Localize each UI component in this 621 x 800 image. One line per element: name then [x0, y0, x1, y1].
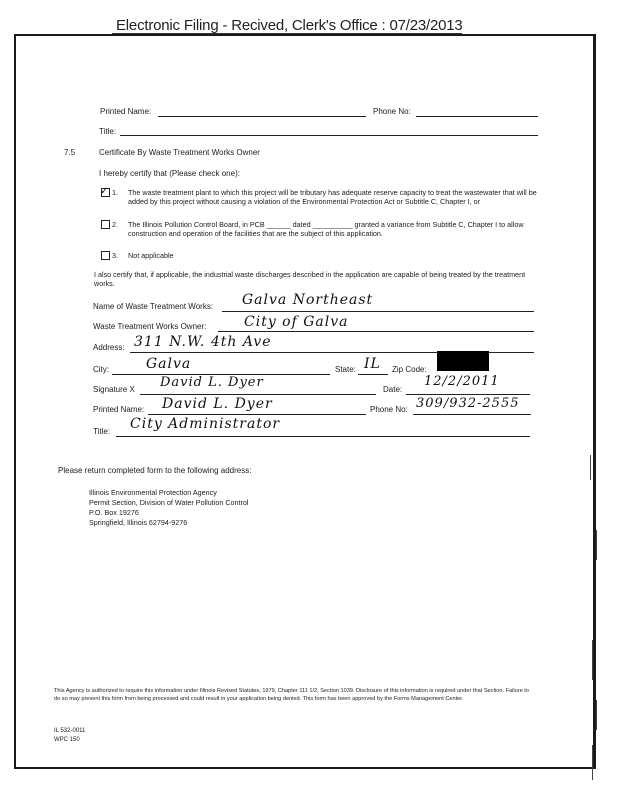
option-2-checkbox[interactable] [101, 220, 110, 229]
state-field[interactable] [358, 374, 388, 375]
signature-value: David L. Dyer [160, 375, 264, 390]
top-printed-name-field[interactable] [158, 116, 366, 117]
footer-form-id: IL 532-0011 [54, 728, 86, 734]
state-value: IL [364, 356, 381, 372]
city-label: City: [93, 365, 109, 374]
owner-printed-name-value: David L. Dyer [162, 396, 273, 412]
option-3-number: 3. [112, 251, 118, 260]
section-number: 7.5 [64, 148, 76, 157]
works-owner-field[interactable] [218, 331, 534, 332]
works-name-value: Galva Northeast [242, 292, 374, 308]
top-title-field[interactable] [120, 135, 538, 136]
footer-form-code: WPC 150 [54, 737, 80, 743]
option-2-number: 2. [112, 220, 118, 229]
top-phone-field[interactable] [416, 116, 538, 117]
top-printed-name-label: Printed Name: [100, 107, 152, 116]
option-1-number: 1. [112, 188, 118, 197]
owner-phone-field[interactable] [413, 414, 531, 415]
footer-notice: This Agency is authorized to require this information under Illinois Revised Statutes, 1979, Chapter 111 1/2, Section 1039. Disclosure of this information is required under that Section. Failure to do so may prevent this form from being processed and could result in your application being denied. This form has been approved by the Forms Management Center. [54, 688, 529, 702]
checkmark-icon: ✓ [100, 186, 109, 197]
signature-field[interactable] [140, 394, 376, 395]
owner-phone-value: 309/932-2555 [416, 396, 520, 411]
scan-edge-mark [592, 745, 593, 780]
address-label: Address: [93, 343, 125, 352]
option-2-text: The Illinois Pollution Control Board, in PCB ______ dated __________ granted a variance from Subtitle C, Chapter I to allow construction and operation of the facilities that are the subject of this application. [128, 220, 524, 239]
return-line-3: P.O. Box 19276 [89, 508, 139, 517]
city-value: Galva [146, 356, 192, 372]
top-phone-label: Phone No: [373, 107, 411, 116]
section-heading: Certificate By Waste Treatment Works Owner [99, 148, 260, 157]
works-name-label: Name of Waste Treatment Works: [93, 302, 214, 311]
owner-title-field[interactable] [116, 436, 530, 437]
zip-redaction [437, 351, 489, 371]
date-field[interactable] [406, 394, 530, 395]
date-label: Date: [383, 385, 403, 394]
signature-label: Signature X [93, 385, 135, 394]
option-3-checkbox[interactable] [101, 251, 110, 260]
return-line-4: Springfield, Illinois 62794-9276 [89, 518, 188, 527]
date-value: 12/2/2011 [424, 374, 500, 389]
filing-stamp: Electronic Filing - Recived, Clerk's Office : 07/23/2013 [116, 17, 463, 34]
owner-title-label: Title: [93, 427, 111, 436]
option-1-text: The waste treatment plant to which this project will be tributary has adequate reserve capacity to treat the wastewater that will be added by this project without causing a violation of the Environmental Protection Act or Subtitle C, Chapter I, or [128, 188, 537, 207]
works-name-field[interactable] [222, 311, 534, 312]
owner-title-value: City Administrator [130, 416, 281, 432]
scan-edge-mark [596, 530, 597, 560]
return-intro: Please return completed form to the following address: [58, 466, 252, 475]
certify-intro: I hereby certify that (Please check one): [99, 169, 240, 178]
address-value: 311 N.W. 4th Ave [134, 334, 272, 350]
scan-edge-mark [592, 640, 593, 680]
option-3-text: Not applicable [128, 251, 174, 260]
works-owner-label: Waste Treatment Works Owner: [93, 322, 207, 331]
also-certify-text: I also certify that, if applicable, the industrial waste discharges described in the application are capable of being treated by the treatment works. [94, 270, 526, 289]
zip-label: Zip Code: [392, 365, 427, 374]
return-line-1: Illinois Environmental Protection Agency [89, 488, 217, 497]
owner-phone-label: Phone No: [370, 405, 408, 414]
scan-edge-mark [596, 700, 597, 730]
return-line-2: Permit Section, Division of Water Pollution Control [89, 498, 249, 507]
top-title-label: Title: [99, 127, 117, 136]
works-owner-value: City of Galva [244, 314, 349, 330]
state-label: State: [335, 365, 356, 374]
owner-printed-name-field[interactable] [148, 414, 366, 415]
scan-edge-mark [590, 455, 591, 480]
owner-printed-name-label: Printed Name: [93, 405, 145, 414]
